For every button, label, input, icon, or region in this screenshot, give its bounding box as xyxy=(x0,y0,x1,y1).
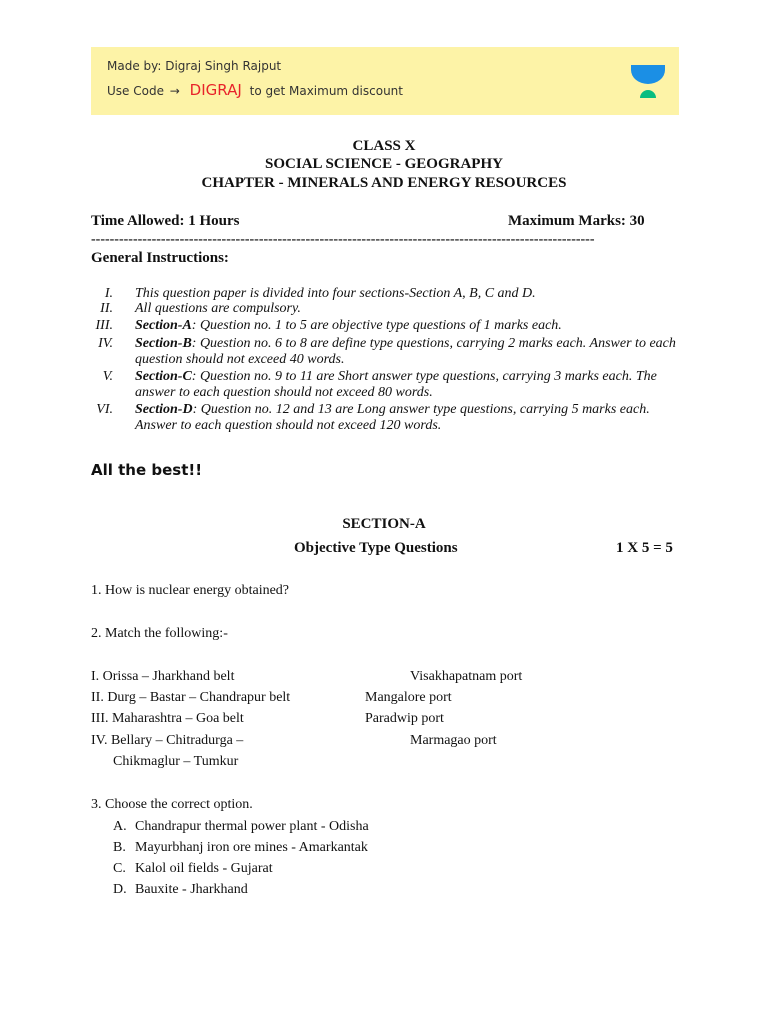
option-d: D. Bauxite - Jharkhand xyxy=(113,882,248,897)
section-a-title: SECTION-A xyxy=(342,516,426,532)
class-title: CLASS X xyxy=(352,138,416,154)
match-right-item: Mangalore port xyxy=(365,690,452,705)
option-a: A. Chandrapur thermal power plant - Odisha xyxy=(113,819,369,834)
arrow-icon: → xyxy=(169,84,180,98)
question-2: 2. Match the following:- xyxy=(91,626,228,641)
match-right-item: Paradwip port xyxy=(365,711,444,726)
discount-text: to get Maximum discount xyxy=(249,84,403,98)
maximum-marks: Maximum Marks: 30 xyxy=(508,213,645,229)
promo-code-line xyxy=(107,81,403,99)
separator-line: ------------------------------------------------------------------------------------------------------------ xyxy=(91,232,595,247)
chapter-title: CHAPTER - MINERALS AND ENERGY RESOURCES xyxy=(201,175,567,191)
option-c: C. Kalol oil fields - Gujarat xyxy=(113,861,273,876)
question-3: 3. Choose the correct option. xyxy=(91,797,253,812)
promo-banner xyxy=(91,47,679,115)
instructions-heading: General Instructions: xyxy=(91,250,229,266)
section-a-subtitle: Objective Type Questions xyxy=(294,540,458,556)
option-b: B. Mayurbhanj iron ore mines - Amarkantak xyxy=(113,840,368,855)
made-by-text: Made by: Digraj Singh Rajput xyxy=(107,59,282,73)
unacademy-logo-icon xyxy=(631,65,665,99)
question-1: 1. How is nuclear energy obtained? xyxy=(91,583,290,598)
promo-code: DIGRAJ xyxy=(189,81,242,99)
subject-title: SOCIAL SCIENCE - GEOGRAPHY xyxy=(265,156,503,172)
time-allowed: Time Allowed: 1 Hours xyxy=(91,213,240,229)
match-left-item: III. Maharashtra – Goa belt xyxy=(91,711,244,726)
use-code-label: Use Code xyxy=(107,84,164,98)
match-left-item: II. Durg – Bastar – Chandrapur belt xyxy=(91,690,291,705)
match-right-item: Marmagao port xyxy=(410,733,497,748)
match-left-item: IV. Bellary – Chitradurga – xyxy=(91,733,244,748)
match-left-item: Chikmaglur – Tumkur xyxy=(113,754,239,769)
match-right-item: Visakhapatnam port xyxy=(410,669,523,684)
greeting-text: All the best!! xyxy=(91,461,203,479)
match-left-item: I. Orissa – Jharkhand belt xyxy=(91,669,235,684)
section-a-marks: 1 X 5 = 5 xyxy=(616,540,673,556)
